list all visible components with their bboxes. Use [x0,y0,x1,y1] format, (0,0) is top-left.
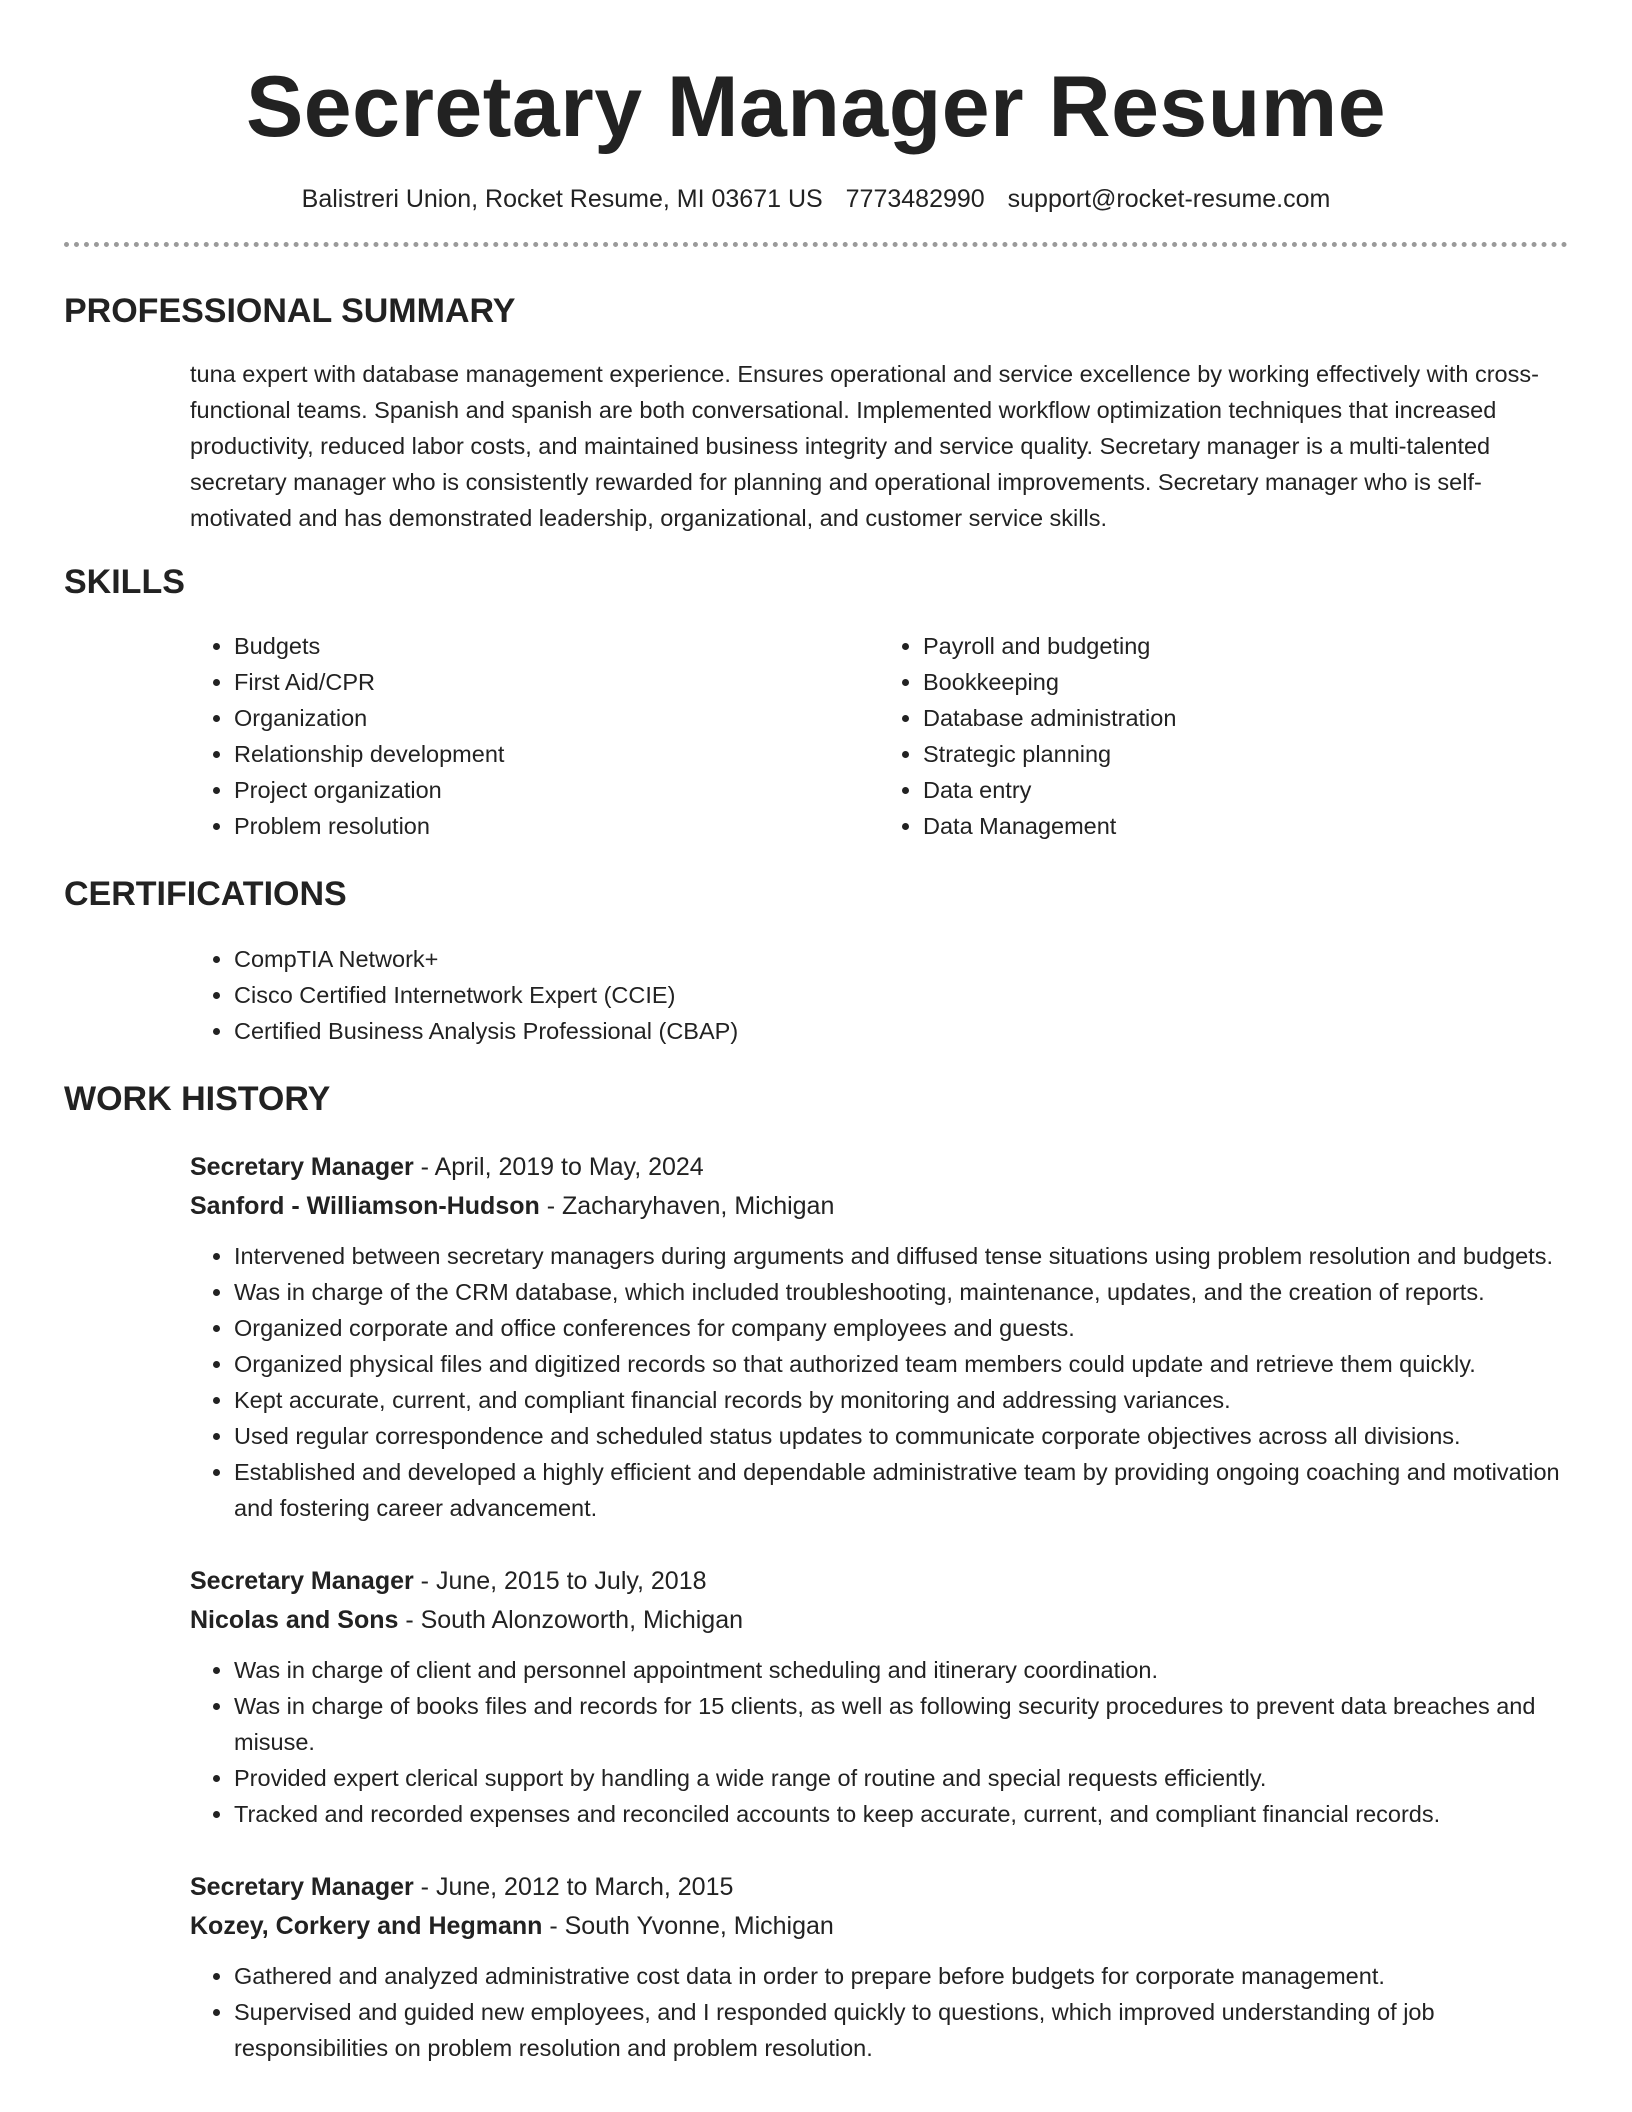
job-bullets [190,1652,1568,1832]
job-location: - South Yvonne, Michigan [542,1911,834,1940]
job-company: Nicolas and Sons [190,1605,399,1634]
job-entry [190,1148,1568,1526]
header-divider [64,242,1568,247]
job-bullet: • Was in charge of client and personnel appointment scheduling and itinerary coordination. [234,1652,1568,1688]
skills-heading: SKILLS [64,562,185,601]
certification-item: • CompTIA Network+ [234,941,1568,977]
resume-title: Secretary Manager Resume [245,59,1387,155]
job-bullet: • Used regular correspondence and scheduled status updates to communicate corporate objectives across all divisions. [234,1418,1568,1454]
job-position: Secretary Manager [190,1152,414,1181]
skill-item: • Strategic planning [923,736,1568,772]
job-bullet: • Organized physical files and digitized records so that authorized team members could update and retrieve them quickly. [234,1346,1568,1382]
job-bullet: • Supervised and guided new employees, and I responded quickly to questions, which improved understanding of job responsibilities on problem resolution and problem resolution. [234,1994,1568,2066]
skills-column-right [879,628,1568,844]
job-title-line [190,1148,1568,1187]
skill-item: • Budgets [234,628,879,664]
job-bullet: • Provided expert clerical support by handling a wide range of routine and special requests efficiently. [234,1760,1568,1796]
certifications-list [190,941,1568,1049]
contact-phone: 7773482990 [845,184,985,213]
job-position: Secretary Manager [190,1566,414,1595]
job-bullet: • Organized corporate and office conferences for company employees and guests. [234,1310,1568,1346]
skill-item: • Project organization [234,772,879,808]
skill-item: • Problem resolution [234,808,879,844]
summary-heading: PROFESSIONAL SUMMARY [64,291,516,330]
job-bullet: • Was in charge of books files and records for 15 clients, as well as following security procedures to prevent data breaches and misuse. [234,1688,1568,1760]
skill-item: • Payroll and budgeting [923,628,1568,664]
contact-email: support@rocket-resume.com [1007,184,1331,213]
job-bullet: • Established and developed a highly efficient and dependable administrative team by providing ongoing coaching and motivation and fostering career advancement. [234,1454,1568,1526]
job-bullet: • Intervened between secretary managers during arguments and diffused tense situations using problem resolution and budgets. [234,1238,1568,1274]
certification-item: • Cisco Certified Internetwork Expert (CCIE) [234,977,1568,1013]
resume-page [64,0,1568,2066]
job-bullets [190,1958,1568,2066]
job-title-line [190,1562,1568,1601]
skill-item: • Database administration [923,700,1568,736]
skill-item: • Data Management [923,808,1568,844]
job-bullet: • Tracked and recorded expenses and reconciled accounts to keep accurate, current, and compliant financial records. [234,1796,1568,1832]
job-location: - Zacharyhaven, Michigan [539,1191,835,1220]
job-title-line [190,1868,1568,1907]
job-company-line [190,1187,1568,1226]
certification-item: • Certified Business Analysis Professional (CBAP) [234,1013,1568,1049]
job-company: Kozey, Corkery and Hegmann [190,1911,543,1940]
job-dates: - June, 2012 to March, 2015 [413,1872,734,1901]
work-history-heading: WORK HISTORY [64,1080,331,1119]
job-position: Secretary Manager [190,1872,414,1901]
skill-item: • First Aid/CPR [234,664,879,700]
skills-column-left [190,628,879,844]
job-bullet: • Was in charge of the CRM database, which included troubleshooting, maintenance, updates, and the creation of reports. [234,1274,1568,1310]
skills-list [190,628,1568,844]
job-company: Sanford - Williamson-Hudson [190,1191,540,1220]
job-bullet: • Gathered and analyzed administrative cost data in order to prepare before budgets for corporate management. [234,1958,1568,1994]
job-bullet: • Kept accurate, current, and compliant financial records by monitoring and addressing variances. [234,1382,1568,1418]
contact-address: Balistreri Union, Rocket Resume, MI 03671 US [301,184,823,213]
certifications-heading: CERTIFICATIONS [64,875,347,914]
skill-item: • Bookkeeping [923,664,1568,700]
job-bullets [190,1238,1568,1526]
job-company-line [190,1907,1568,1946]
job-company-line [190,1601,1568,1640]
job-dates: - April, 2019 to May, 2024 [413,1152,704,1181]
skill-item: • Data entry [923,772,1568,808]
job-location: - South Alonzoworth, Michigan [398,1605,744,1634]
skill-item: • Organization [234,700,879,736]
summary-text: tuna expert with database management experience. Ensures operational and service excellence by working effectively with cross-functional teams. Spanish and spanish are both conversational. Implemented workflow optimization techniques that increased productivity, reduced labor costs, and maintained business integrity and service quality. Secretary manager is a multi-talented secretary manager who is consistently rewarded for planning and operational improvements. Secretary manager who is self-motivated and has demonstrated leadership, organizational, and customer service skills. [190,360,1539,531]
job-entry [190,1562,1568,1832]
job-dates: - June, 2015 to July, 2018 [413,1566,707,1595]
contact-line [64,184,1568,214]
skill-item: • Relationship development [234,736,879,772]
job-entry [190,1868,1568,2066]
